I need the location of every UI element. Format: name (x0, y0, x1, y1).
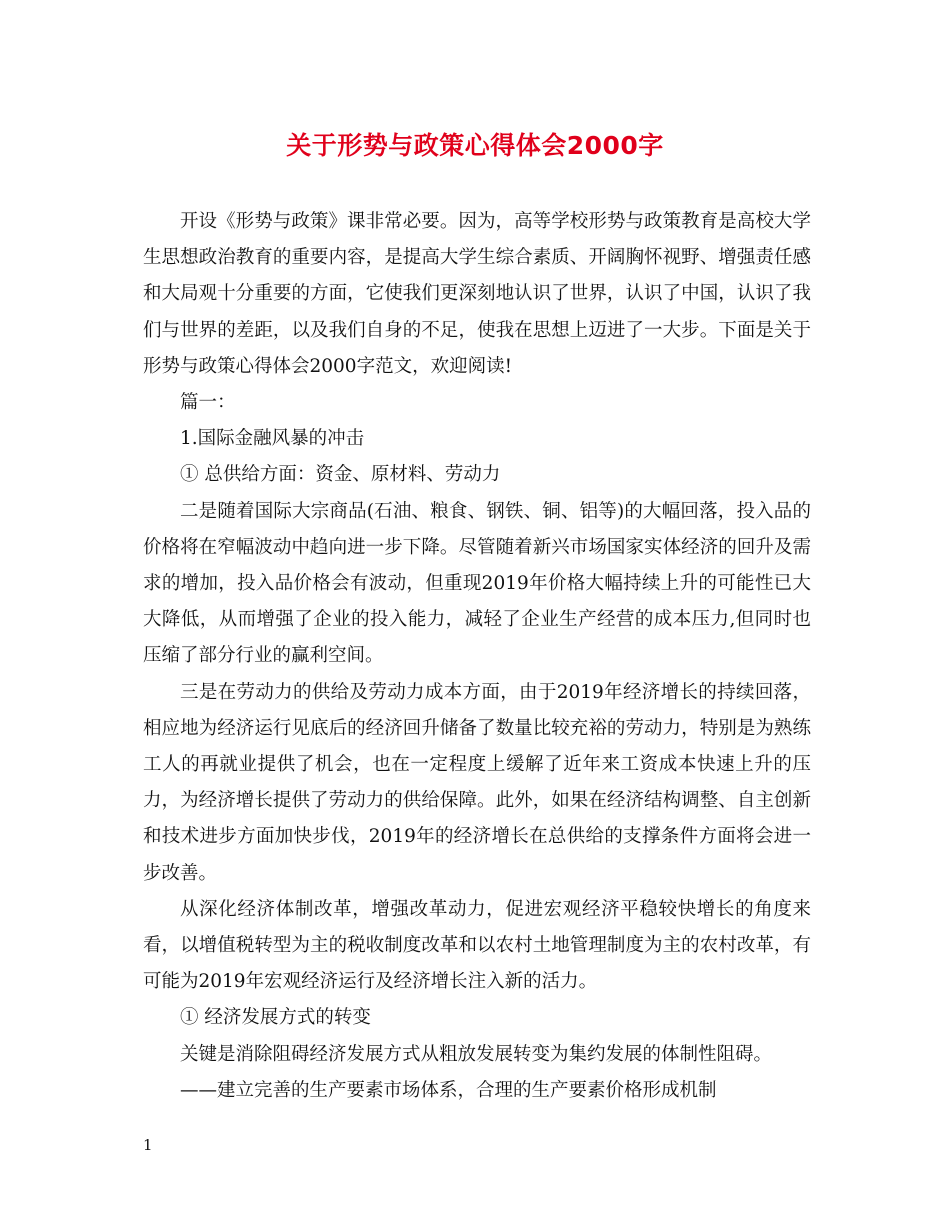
paragraph-reform: 从深化经济体制改革，增强改革动力，促进宏观经济平稳较快增长的角度来看，以增值税转型为主的税收制度改革和以农村土地管理制度为主的农村改革，有可能为2019年宏观经济运行及经济增长注入新的活力。 (143, 898, 811, 993)
paragraph-third-point: 三是在劳动力的供给及劳动力成本方面，由于2019年经济增长的持续回落，相应地为经济运行见底后的经济回升储备了数量比较充裕的劳动力，特别是为熟练工人的再就业提供了机会，也在一定程度上缓解了近年来工资成本快速上升的压力，为经济增长提供了劳动力的供给保障。此外，如果在经济结构调整、自主创新和技术进步方面加快步伐，2019年的经济增长在总供给的支撑条件方面将会进一步改善。 (143, 681, 811, 884)
page-number: 1 (143, 1136, 153, 1154)
paragraph-heading-financial-storm: 1.国际金融风暴的冲击 (180, 428, 365, 450)
paragraph-market-system: ——建立完善的生产要素市场体系，合理的生产要素价格形成机制 (180, 1079, 717, 1101)
paragraph-heading-development-mode: ① 经济发展方式的转变 (180, 1007, 371, 1029)
document-body (143, 204, 811, 1109)
paragraph-second-point: 二是随着国际大宗商品(石油、粮食、钢铁、铜、铝等)的大幅回落，投入品的价格将在窄幅波动中趋向进一步下降。尽管随着新兴市场国家实体经济的回升及需求的增加，投入品价格会有波动，但重现2019年价格大幅持续上升的可能性已大大降低，从而增强了企业的投入能力，减轻了企业生产经营的成本压力,但同时也压缩了部分行业的赢利空间。 (143, 500, 811, 667)
paragraph-intro: 开设《形势与政策》课非常必要。因为，高等学校形势与政策教育是高校大学生思想政治教育的重要内容，是提高大学生综合素质、开阔胸怀视野、增强责任感和大局观十分重要的方面，它使我们更深刻地认识了世界，认识了中国，认识了我们与世界的差距，以及我们自身的不足，使我在思想上迈进了一大步。下面是关于形势与政策心得体会2000字范文，欢迎阅读! (143, 211, 811, 377)
paragraph-section-heading: 篇一： (180, 392, 236, 414)
paragraph-heading-total-supply: ① 总供给方面：资金、原材料、劳动力 (180, 464, 501, 486)
paragraph-key-point: 关键是消除阻碍经济发展方式从粗放发展转变为集约发展的体制性阻碍。 (180, 1043, 773, 1065)
document-title: 关于形势与政策心得体会2000字 (286, 131, 664, 160)
